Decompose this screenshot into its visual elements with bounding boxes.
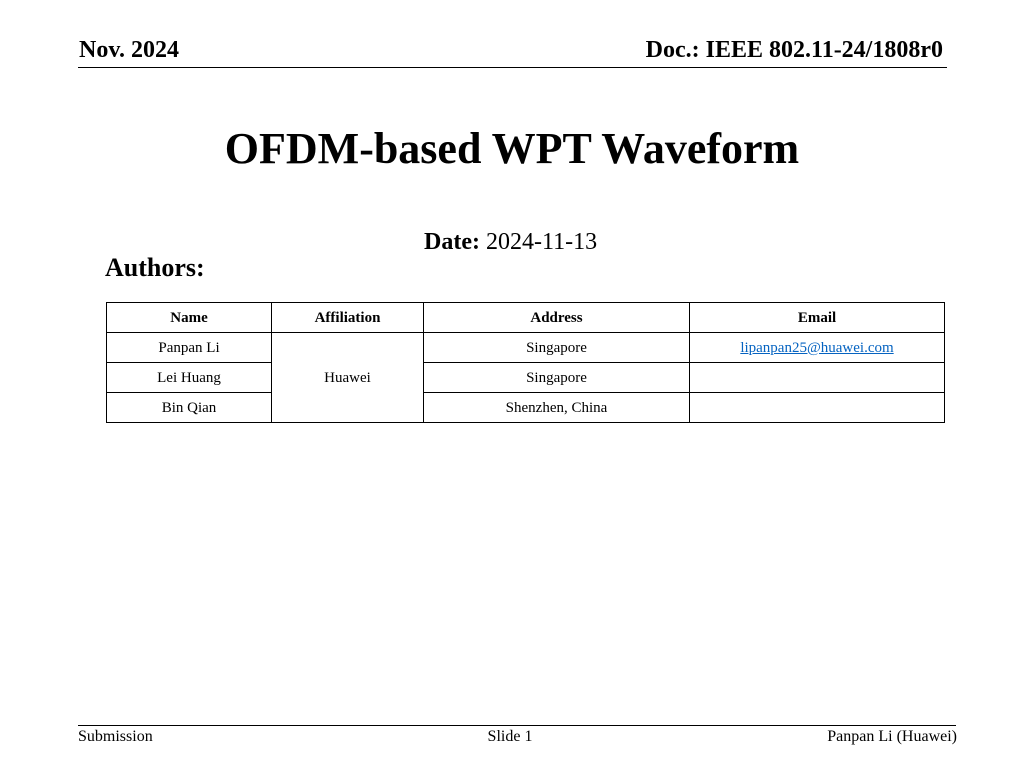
author-name: Lei Huang bbox=[107, 363, 272, 393]
table-row bbox=[107, 363, 945, 393]
date-label: Date: bbox=[424, 229, 480, 255]
author-email-cell bbox=[690, 393, 945, 423]
table-row bbox=[107, 333, 945, 363]
footer-submission: Submission bbox=[78, 728, 153, 745]
header-document-id: Doc.: IEEE 802.11-24/1808r0 bbox=[645, 37, 943, 63]
footer-author: Panpan Li (Huawei) bbox=[827, 728, 957, 745]
author-email-cell bbox=[690, 363, 945, 393]
author-address: Singapore bbox=[424, 333, 690, 363]
column-header-affiliation: Affiliation bbox=[272, 303, 424, 333]
table-row bbox=[107, 393, 945, 423]
authors-heading: Authors: bbox=[105, 253, 205, 282]
authors-table bbox=[106, 302, 945, 423]
header-divider bbox=[78, 67, 947, 68]
slide-title: OFDM-based WPT Waveform bbox=[224, 124, 800, 173]
column-header-name: Name bbox=[107, 303, 272, 333]
date-value: 2024-11-13 bbox=[485, 229, 598, 255]
date-line bbox=[424, 228, 597, 256]
author-address: Shenzhen, China bbox=[424, 393, 690, 423]
footer-slide-number: Slide 1 bbox=[487, 728, 533, 745]
author-email-cell bbox=[690, 333, 945, 363]
author-address: Singapore bbox=[424, 363, 690, 393]
author-affiliation: Huawei bbox=[272, 333, 424, 423]
author-name: Bin Qian bbox=[107, 393, 272, 423]
column-header-address: Address bbox=[424, 303, 690, 333]
column-header-email: Email bbox=[690, 303, 945, 333]
table-header-row bbox=[107, 303, 945, 333]
header-date: Nov. 2024 bbox=[79, 37, 180, 63]
footer-divider bbox=[78, 725, 956, 726]
author-email-link[interactable]: lipanpan25@huawei.com bbox=[740, 339, 894, 356]
author-name: Panpan Li bbox=[107, 333, 272, 363]
